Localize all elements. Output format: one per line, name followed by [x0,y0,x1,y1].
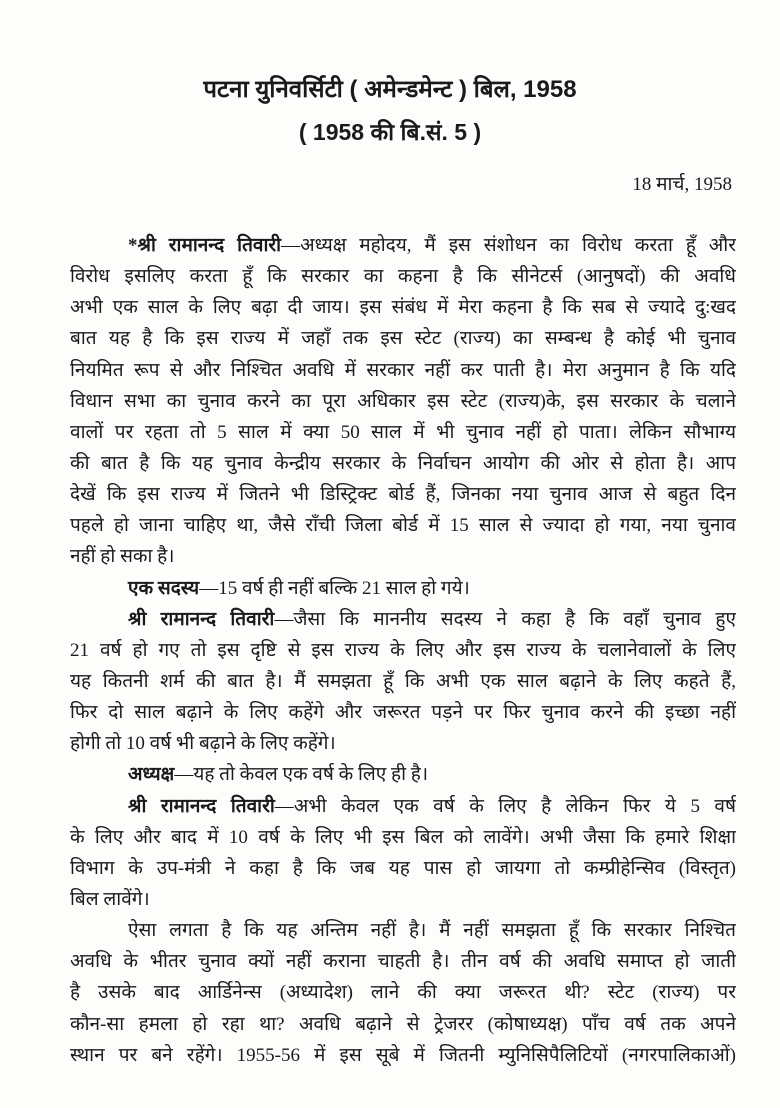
text-line [70,230,736,261]
document-date: 18 मार्च, 1958 [632,174,732,195]
text-line [70,448,736,479]
bill-number: ( 1958 की बि.सं. 5 ) [298,119,482,145]
text-line [70,759,736,790]
speaker-name: श्री रामानन्द तिवारी [128,795,275,817]
text-line [70,946,736,977]
text-line [70,541,736,572]
text-line [70,417,736,448]
line-text: अभी एक साल के लिए बढ़ा दी जाय। इस संबंध में मेरा कहना है कि सब से ज्यादे दु:खद [70,297,736,319]
text-line [70,292,736,323]
text-line [70,728,736,759]
text-line [70,479,736,510]
speaker-name: *श्री रामानन्द तिवारी [128,235,282,256]
line-text: —जैसा कि माननीय सदस्य ने कहा है कि वहाँ चुनाव हुए [274,608,736,630]
text-line [70,573,736,604]
text-line [70,323,736,354]
text-line [70,1040,736,1071]
text-line [70,853,736,884]
text-line [70,1009,736,1040]
line-text: फिर दो साल बढ़ाने के लिए कहेंगे और जरूरत पड़ने पर फिर चुनाव करने की इच्छा नहीं [70,702,736,724]
text-line [70,884,736,915]
text-line [70,355,736,386]
line-text: —अध्यक्ष महोदय, मैं इस संशोधन का विरोध करता हूँ और [281,235,736,256]
line-text: —अभी केवल एक वर्ष के लिए है लेकिन फिर ये 5 वर्ष [274,795,736,817]
text-line [70,791,736,822]
text-line [70,666,736,697]
line-text: है उसके बाद आर्डिनेन्स (अध्यादेश) लाने की क्या जरूरत थी? स्टेट (राज्य) पर [70,982,736,1004]
text-line [70,635,736,666]
line-text: विभाग के उप-मंत्री ने कहा है कि जब यह पास हो जायगा तो कम्प्रीहेन्सिव (विस्तृत) [70,857,736,879]
document-body [70,230,736,1071]
text-line [70,604,736,635]
line-text: 21 वर्ष हो गए तो इस दृष्टि से इस राज्य के लिए और इस राज्य के चलानेवालों के लिए [70,639,736,661]
line-text: स्थान पर बने रहेंगे। 1955-56 में इस सूबे में जितनी म्युनिसिपैलिटियों (नगरपालिकाओं) [70,1044,736,1066]
line-text: विरोध इसलिए करता हूँ कि सरकार का कहना है कि सीनेटर्स (आनुषदों) की अवधि [70,266,736,288]
line-text: देखें कि इस राज्य में जितने भी डिस्ट्रिक्ट बोर्ड हैं, जिनका नया चुनाव आज से बहुत दिन [70,484,736,506]
line-text: के लिए और बाद में 10 वर्ष के लिए भी इस बिल को लावेंगे। अभी जैसा कि हमारे शिक्षा [70,826,736,848]
line-text: बात यह है कि इस राज्य में जहाँ तक इस स्टेट (राज्य) का सम्बन्ध है कोई भी चुनाव [70,328,736,350]
text-line [70,822,736,853]
line-text: ऐसा लगता है कि यह अन्तिम नहीं है। मैं नहीं समझता हूँ कि सरकार निश्चित [128,920,736,942]
text-line [70,510,736,541]
line-text: विधान सभा का चुनाव करने का पूरा अधिकार इस स्टेट (राज्य)के, इस सरकार के चलाने [70,390,736,412]
line-text: यह कितनी शर्म की बात है। मैं समझता हूँ कि अभी एक साल बढ़ाने के लिए कहते हैं, [70,670,736,692]
line-text: कौन-सा हमला हो रहा था? अवधि बढ़ाने से ट्रेजरर (कोषाध्यक्ष) पाँच वर्ष तक अपने [70,1013,736,1035]
line-text: नहीं हो सका है। [70,546,175,568]
speaker-name: श्री रामानन्द तिवारी [128,608,275,630]
text-line [70,697,736,728]
line-text: होगी तो 10 वर्ष भी बढ़ाने के लिए कहेंगे। [70,733,336,755]
text-line [70,386,736,417]
text-line [70,915,736,946]
line-text: नियमित रूप से और निश्चित अवधि में सरकार नहीं कर पाती है। मेरा अनुमान है कि यदि [70,359,736,381]
line-text: —15 वर्ष ही नहीं बल्कि 21 साल हो गये। [199,577,470,599]
line-text: बिल लावेंगे। [70,888,150,910]
speaker-name: एक सदस्य [128,577,200,599]
line-text: की बात है कि यह चुनाव केन्द्रीय सरकार के निर्वाचन आयोग की ओर से होता है। आप [70,452,736,474]
speaker-name: अध्यक्ष [128,764,175,786]
line-text: पहले हो जाना चाहिए था, जैसे राँची जिला बोर्ड में 15 साल से ज्यादा हो गया, नया चुनाव [70,515,736,537]
text-line [70,977,736,1008]
line-text: अवधि के भीतर चुनाव क्यों नहीं कराना चाहती है। तीन वर्ष की अवधि समाप्त हो जाती [70,951,736,973]
line-text: —यह तो केवल एक वर्ष के लिए ही है। [174,764,429,786]
line-text: वालों पर रहता तो 5 साल में क्या 50 साल में भी चुनाव नहीं हो पाता। लेकिन सौभाग्य [70,421,736,443]
document-title: पटना युनिवर्सिटी ( अमेन्डमेन्ट ) बिल, 1958 [203,76,577,103]
text-line [70,261,736,292]
